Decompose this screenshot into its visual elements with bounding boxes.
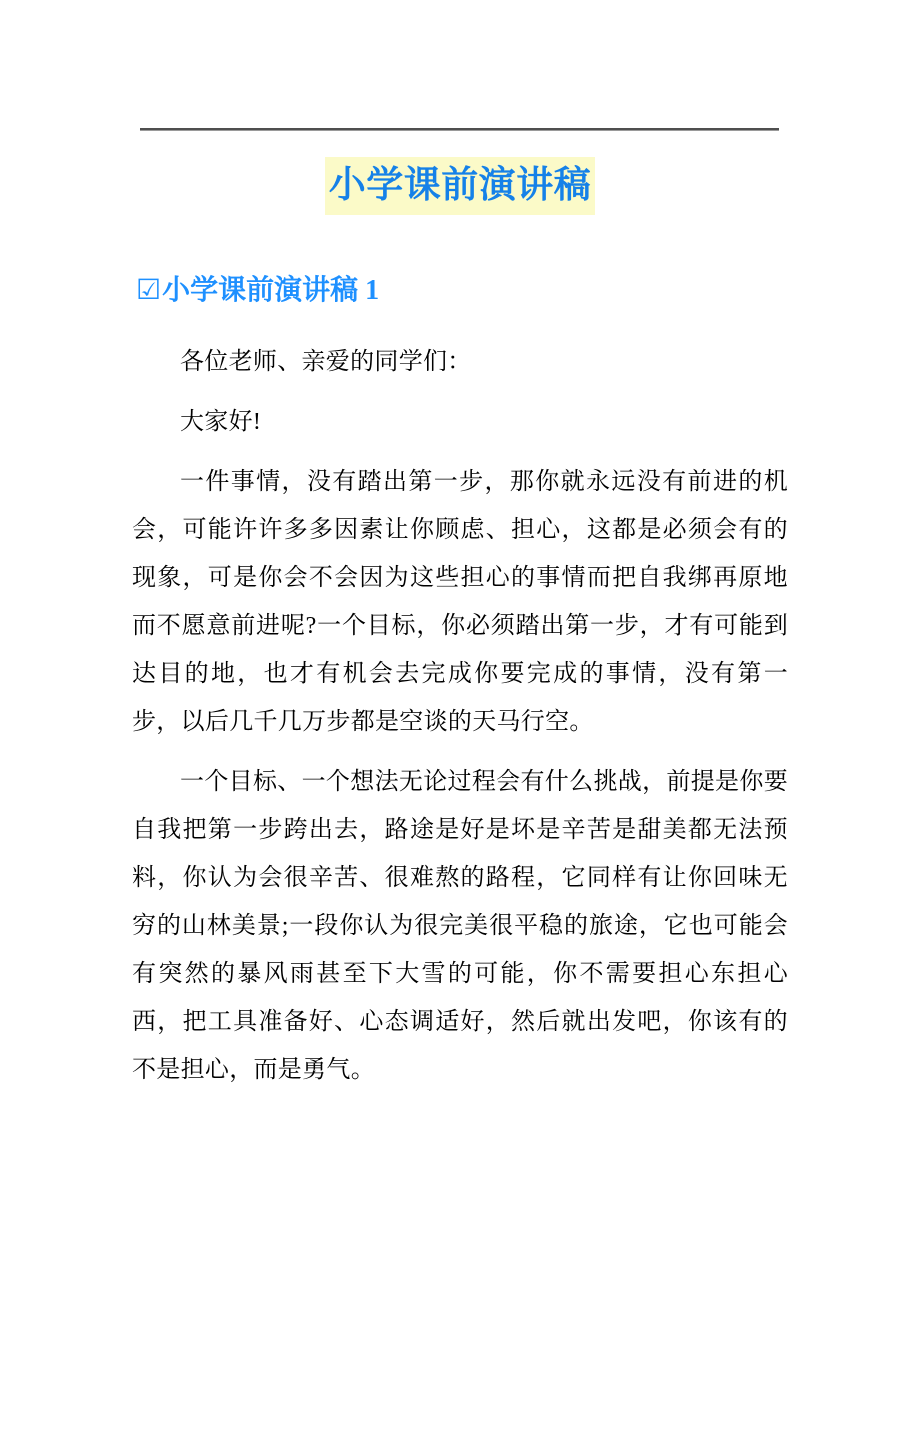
checkbox-icon: ☑ [136, 275, 162, 306]
section-heading [136, 271, 788, 310]
paragraph-body-2: 一个目标、一个想法无论过程会有什么挑战，前提是你要自我把第一步跨出去，路途是好是坏是辛苦是甜美都无法预料，你认为会很辛苦、很难熬的路程，它同样有让你回味无穷的山林美景;一段你认为很完美很平稳的旅途，它也可能会有突然的暴风雨甚至下大雪的可能，你不需要担心东担心西，把工具准备好、心态调适好，然后就出发吧，你该有的不是担心，而是勇气。 [132, 769, 788, 1084]
paragraph-salutation: 各位老师、亲爱的同学们： [180, 349, 472, 376]
paragraph-greeting: 大家好! [180, 409, 262, 436]
paragraph-body-1: 一件事情，没有踏出第一步，那你就永远没有前进的机会，可能许许多多因素让你顾虑、担心，这都是必须会有的现象，可是你会不会因为这些担心的事情而把自我绑再原地而不愿意前进呢?一个目标，你必须踏出第一步，才有可能到达目的地，也才有机会去完成你要完成的事情，没有第一步，以后几千几万步都是空谈的天马行空。 [132, 469, 789, 736]
horizontal-rule [140, 128, 779, 131]
document-body [132, 338, 788, 1094]
section-heading-text: 小学课前演讲稿 1 [162, 275, 380, 306]
document-page [0, 128, 920, 1430]
document-title-text: 小学课前演讲稿 [325, 157, 596, 215]
document-title [0, 157, 920, 215]
